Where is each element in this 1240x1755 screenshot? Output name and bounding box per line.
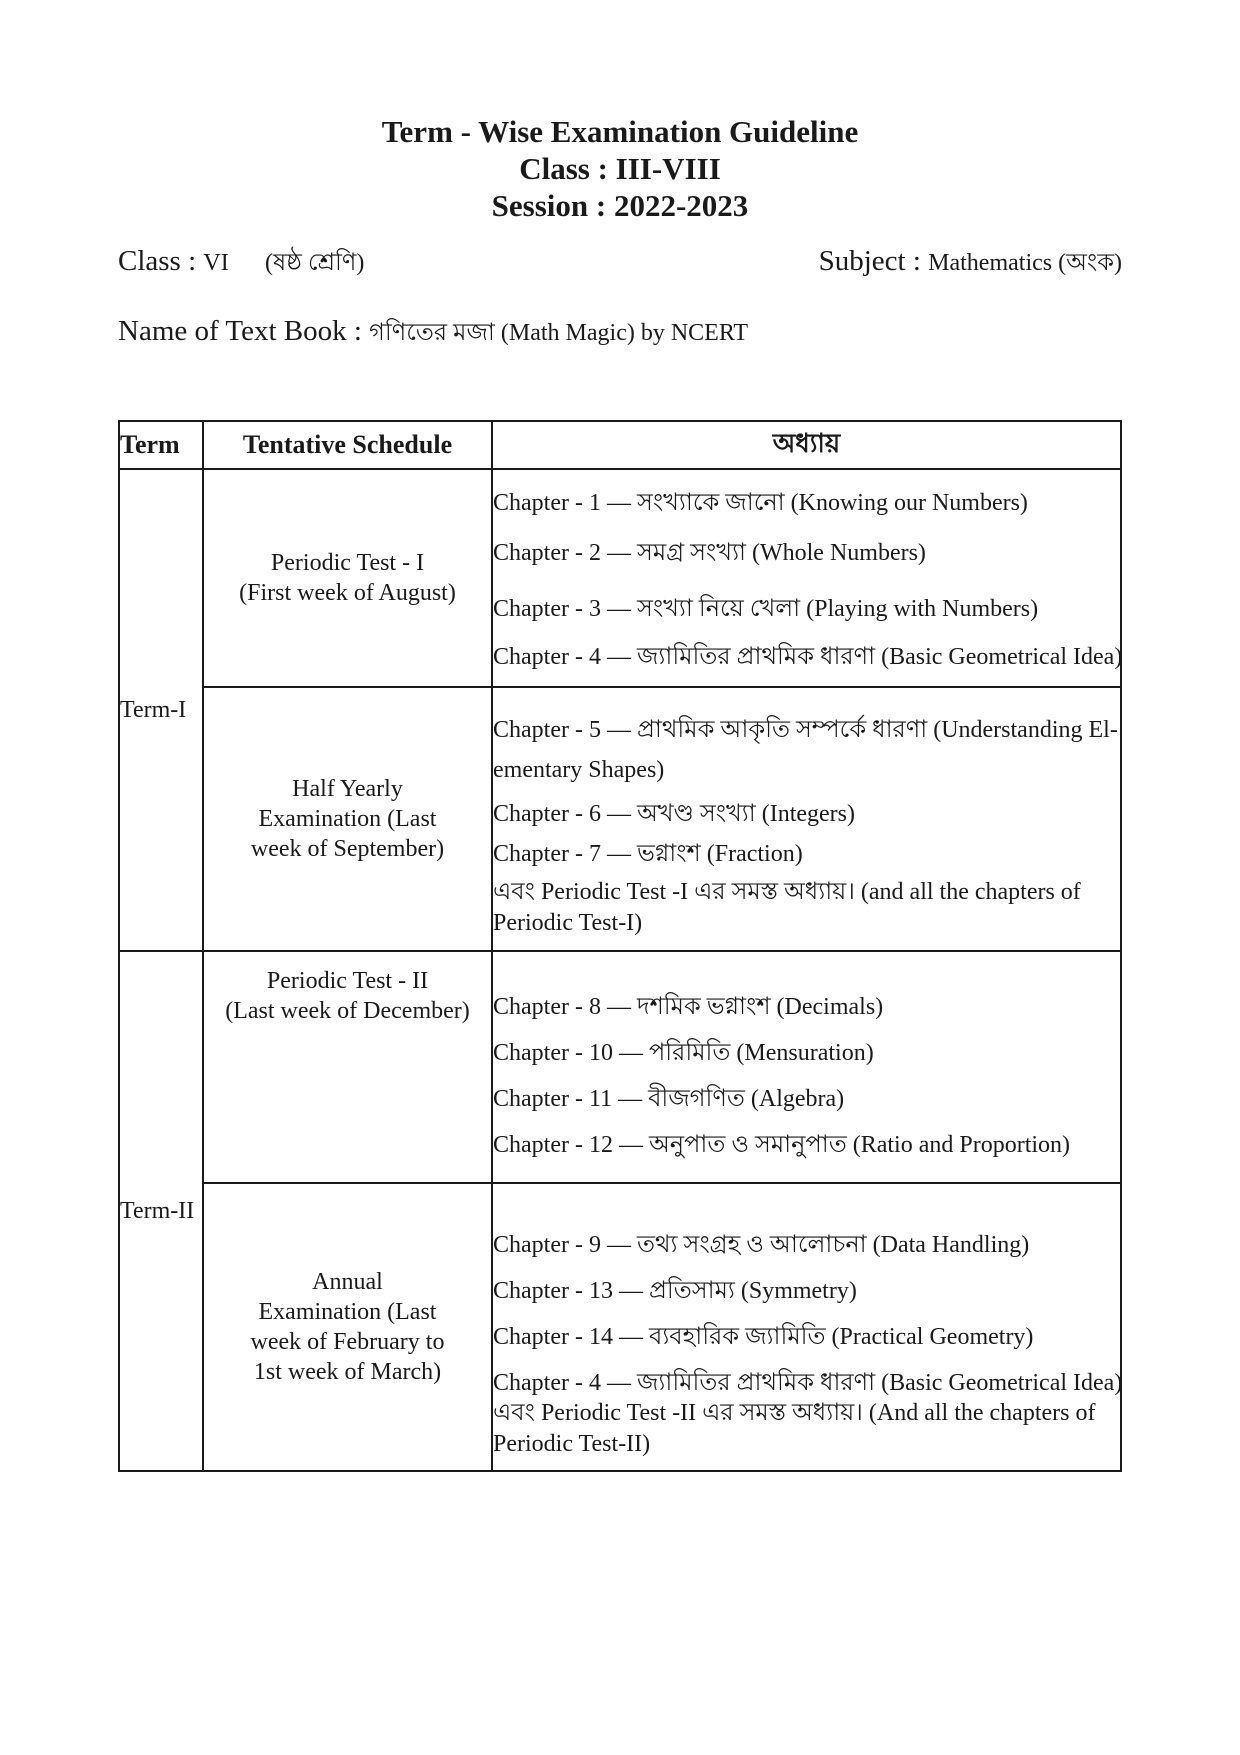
table-row <box>119 951 1121 1183</box>
chapter-item: Chapter - 13 — প্রতিসাম্য (Symmetry) <box>493 1278 857 1304</box>
subject-info <box>819 244 1122 284</box>
subject-value: Mathematics (অংক) <box>928 250 1122 276</box>
table-row <box>119 1183 1121 1471</box>
class-range: Class : III-VIII <box>519 151 721 186</box>
chapters-cell <box>492 469 1121 687</box>
term-cell-1: Term-I <box>119 469 203 951</box>
chapter-item: Chapter - 9 — তথ্য সংগ্রহ ও আলোচনা (Data Handling) <box>493 1232 1030 1258</box>
schedule-cell <box>203 1183 492 1471</box>
schedule-line: 1st week of March) <box>253 1359 442 1385</box>
chapters-cell <box>492 687 1121 951</box>
chapter-item: Chapter - 5 — প্রাথমিক আকৃতি সম্পর্কে ধারণা (Understanding El- <box>493 717 1118 743</box>
class-value: VI <box>203 250 229 276</box>
chapter-item: Chapter - 2 — সমগ্র সংখ্যা (Whole Numbers) <box>493 540 926 566</box>
chapter-item: Chapter - 1 — সংখ্যাকে জানো (Knowing our Numbers) <box>493 490 1028 516</box>
schedule-line: Annual <box>312 1269 383 1295</box>
header-schedule: Tentative Schedule <box>203 421 492 469</box>
document-header <box>0 113 1240 224</box>
schedule-line: Periodic Test - I <box>270 550 425 576</box>
schedule-line: (Last week of December) <box>225 998 470 1024</box>
schedule-line: (First week of August) <box>239 580 456 606</box>
schedule-table <box>118 420 1122 1472</box>
chapter-item: Chapter - 12 — অনুপাত ও সমানুপাত (Ratio and Proportion) <box>493 1132 1071 1158</box>
term-cell-2: Term-II <box>119 951 203 1471</box>
schedule-line: Examination (Last <box>258 806 437 832</box>
chapter-item: Chapter - 14 — ব্যবহারিক জ্যামিতি (Practical Geometry) <box>493 1324 1034 1350</box>
chapter-note: এবং Periodic Test -I এর সমস্ত অধ্যায়। (and all the chapters of Periodic Test-I) <box>493 879 1081 936</box>
textbook-info <box>118 314 748 354</box>
chapter-item: Chapter - 11 — বীজগণিত (Algebra) <box>493 1086 845 1112</box>
chapter-item: Chapter - 7 — ভগ্নাংশ (Fraction) <box>493 841 803 867</box>
schedule-cell <box>203 469 492 687</box>
class-label: Class : <box>118 245 197 277</box>
class-bengali: (ষষ্ঠ শ্রেণি) <box>264 250 365 276</box>
chapter-item: Chapter - 4 — জ্যামিতির প্রাথমিক ধারণা (Basic Geometrical Idea) <box>493 1370 1123 1396</box>
textbook-label: Name of Text Book : <box>118 315 362 347</box>
chapter-note: এবং Periodic Test -II এর সমস্ত অধ্যায়। (And all the chapters of Periodic Test-II) <box>493 1400 1096 1457</box>
schedule-line: Half Yearly <box>292 776 403 802</box>
table-row <box>119 687 1121 951</box>
schedule-cell <box>203 951 492 1183</box>
chapters-cell <box>492 1183 1121 1471</box>
schedule-line: week of February to <box>250 1329 445 1355</box>
chapter-item: Chapter - 4 — জ্যামিতির প্রাথমিক ধারণা (Basic Geometrical Idea) <box>493 644 1123 670</box>
table-header-row <box>119 421 1121 469</box>
chapters-cell <box>492 951 1121 1183</box>
schedule-line: Periodic Test - II <box>266 968 429 994</box>
header-chapters: অধ্যায় <box>492 421 1121 469</box>
chapter-item: Chapter - 8 — দশমিক ভগ্নাংশ (Decimals) <box>493 994 884 1020</box>
schedule-line: week of September) <box>250 836 445 862</box>
chapter-item: ementary Shapes) <box>493 757 665 783</box>
table-row <box>119 469 1121 687</box>
chapter-item: Chapter - 10 — পরিমিতি (Mensuration) <box>493 1040 874 1066</box>
chapter-item: Chapter - 3 — সংখ্যা নিয়ে খেলা (Playing with Numbers) <box>493 596 1039 622</box>
textbook-value: গণিতের মজা (Math Magic) by NCERT <box>369 320 749 346</box>
class-info <box>118 244 364 284</box>
header-term: Term <box>119 421 203 469</box>
subject-label: Subject : <box>818 245 921 277</box>
schedule-cell <box>203 687 492 951</box>
document-title: Term - Wise Examination Guideline <box>381 114 859 149</box>
schedule-line: Examination (Last <box>258 1299 437 1325</box>
session: Session : 2022-2023 <box>491 188 749 223</box>
chapter-item: Chapter - 6 — অখণ্ড সংখ্যা (Integers) <box>493 801 856 827</box>
